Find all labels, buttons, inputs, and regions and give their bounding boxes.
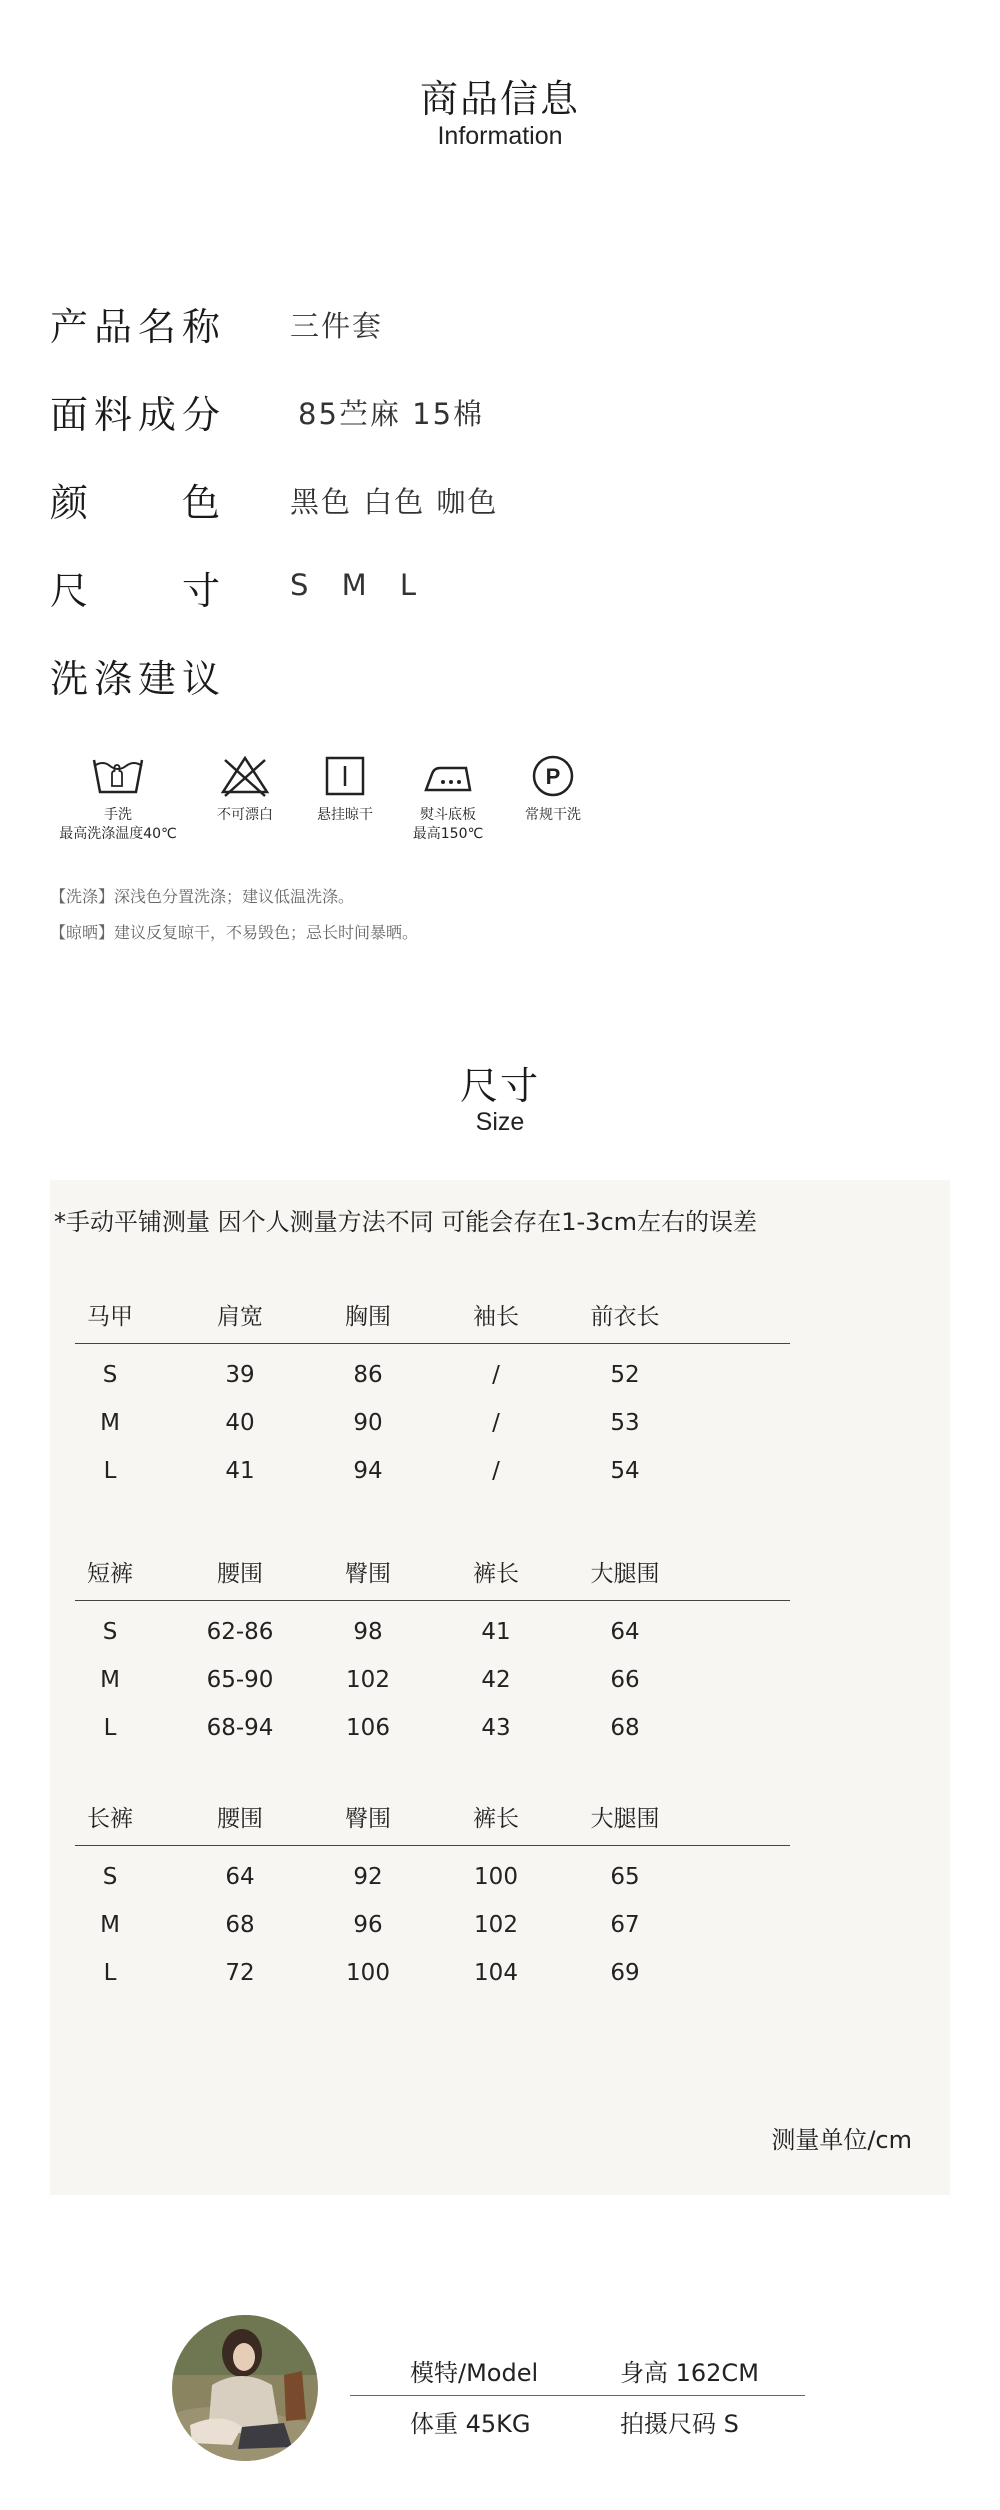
table-cell: 104 bbox=[474, 1960, 518, 1986]
care-detail: 最高150℃ bbox=[412, 826, 484, 842]
table-cell: 86 bbox=[353, 1362, 383, 1388]
care-detail: 最高洗涤温度40℃ bbox=[59, 826, 177, 842]
table-cell: 64 bbox=[610, 1619, 640, 1645]
header-cell: 腰围 bbox=[217, 1806, 263, 1832]
header-cell: 臀围 bbox=[345, 1806, 391, 1832]
care-note-dry: 【晾晒】建议反复晾干，不易毁色；忌长时间暴晒。 bbox=[50, 923, 419, 942]
hand-wash-icon bbox=[88, 752, 148, 800]
info-subtitle: Information bbox=[437, 122, 563, 150]
table-cell: 64 bbox=[225, 1864, 255, 1890]
size-panel bbox=[50, 1180, 950, 2195]
table-cell: L bbox=[103, 1960, 117, 1986]
info-row-fabric bbox=[50, 384, 950, 444]
header-cell: 裤长 bbox=[473, 1561, 519, 1587]
table-cell: 54 bbox=[610, 1458, 640, 1484]
care-label: 常规干洗 bbox=[525, 807, 581, 823]
table-cell: 96 bbox=[353, 1912, 383, 1938]
info-label: 面料成分 bbox=[50, 393, 220, 437]
header-cell: 马甲 bbox=[87, 1304, 133, 1330]
care-label: 手洗 bbox=[104, 807, 132, 823]
info-value: 三件套 bbox=[290, 309, 384, 343]
table-cell: 43 bbox=[481, 1715, 511, 1741]
table-cell: 65 bbox=[610, 1864, 640, 1890]
iron-icon bbox=[418, 752, 478, 800]
svg-text:P: P bbox=[545, 764, 561, 789]
care-note-wash: 【洗涤】深浅色分置洗涤；建议低温洗涤。 bbox=[50, 887, 355, 906]
table-cell: 102 bbox=[346, 1667, 390, 1693]
model-avatar bbox=[172, 2315, 318, 2461]
header-cell: 肩宽 bbox=[217, 1304, 263, 1330]
size-subtitle: Size bbox=[475, 1108, 525, 1136]
table-cell: 106 bbox=[346, 1715, 390, 1741]
header-cell: 袖长 bbox=[473, 1304, 519, 1330]
unit-label: 测量单位/cm bbox=[771, 2126, 912, 2154]
header-cell: 腰围 bbox=[217, 1561, 263, 1587]
table-header bbox=[75, 1790, 790, 1846]
info-row-product-name bbox=[50, 296, 950, 356]
table-cell: 100 bbox=[346, 1960, 390, 1986]
info-title: 商品信息 bbox=[419, 77, 580, 121]
table-cell: 68-94 bbox=[206, 1715, 274, 1741]
size-table-trousers bbox=[75, 1790, 790, 2000]
info-value: S M L bbox=[290, 568, 429, 602]
header-cell: 大腿围 bbox=[590, 1561, 660, 1587]
table-row bbox=[75, 1450, 790, 1498]
table-cell: 94 bbox=[353, 1458, 383, 1484]
info-label: 颜色 bbox=[50, 481, 220, 525]
care-item-dry-clean bbox=[483, 752, 623, 825]
table-cell: 39 bbox=[225, 1362, 255, 1388]
table-cell: / bbox=[492, 1362, 500, 1388]
table-row bbox=[75, 1952, 790, 2000]
info-label: 洗涤建议 bbox=[50, 657, 220, 701]
table-cell: 92 bbox=[353, 1864, 383, 1890]
table-header bbox=[75, 1545, 790, 1601]
model-size: 拍摄尺码 S bbox=[620, 2410, 739, 2438]
model-weight: 体重 45KG bbox=[410, 2410, 531, 2438]
table-row bbox=[75, 1402, 790, 1450]
table-cell: 102 bbox=[474, 1912, 518, 1938]
table-cell: 41 bbox=[225, 1458, 255, 1484]
info-value: 黑色 白色 咖色 bbox=[290, 485, 499, 519]
header-cell: 长裤 bbox=[87, 1806, 133, 1832]
model-divider bbox=[350, 2395, 805, 2396]
table-cell: 40 bbox=[225, 1410, 255, 1436]
table-cell: S bbox=[102, 1864, 118, 1890]
table-cell: 67 bbox=[610, 1912, 640, 1938]
care-label: 悬挂晾干 bbox=[317, 807, 373, 823]
table-cell: 98 bbox=[353, 1619, 383, 1645]
size-table-shorts bbox=[75, 1545, 790, 1755]
table-row bbox=[75, 1611, 790, 1659]
header-cell: 前衣长 bbox=[590, 1304, 660, 1330]
no-bleach-icon bbox=[215, 752, 275, 800]
table-cell: L bbox=[103, 1458, 117, 1484]
info-label: 产品名称 bbox=[50, 305, 220, 349]
care-label: 不可漂白 bbox=[217, 807, 273, 823]
model-photo bbox=[172, 2315, 318, 2461]
table-row bbox=[75, 1354, 790, 1402]
table-cell: 53 bbox=[610, 1410, 640, 1436]
info-value: 85苎麻 15棉 bbox=[298, 397, 485, 431]
info-row-care bbox=[50, 648, 950, 708]
table-cell: L bbox=[103, 1715, 117, 1741]
table-cell: 69 bbox=[610, 1960, 640, 1986]
table-cell: 66 bbox=[610, 1667, 640, 1693]
table-row bbox=[75, 1856, 790, 1904]
table-cell: / bbox=[492, 1410, 500, 1436]
table-cell: 52 bbox=[610, 1362, 640, 1388]
table-row bbox=[75, 1904, 790, 1952]
table-row bbox=[75, 1707, 790, 1755]
header-cell: 裤长 bbox=[473, 1806, 519, 1832]
care-item-hand-wash bbox=[48, 752, 188, 844]
table-cell: 62-86 bbox=[206, 1619, 274, 1645]
size-title: 尺寸 bbox=[459, 1064, 540, 1108]
info-label: 尺寸 bbox=[50, 569, 220, 613]
header-cell: 胸围 bbox=[345, 1304, 391, 1330]
table-cell: 41 bbox=[481, 1619, 511, 1645]
info-row-color bbox=[50, 472, 950, 532]
table-cell: 68 bbox=[610, 1715, 640, 1741]
care-label: 熨斗底板 bbox=[420, 807, 476, 823]
table-header bbox=[75, 1288, 790, 1344]
table-cell: S bbox=[102, 1619, 118, 1645]
table-cell: M bbox=[100, 1667, 120, 1693]
line-dry-icon bbox=[315, 752, 375, 800]
table-cell: M bbox=[100, 1912, 120, 1938]
table-cell: 72 bbox=[225, 1960, 255, 1986]
model-height: 身高 162CM bbox=[620, 2359, 759, 2387]
header-cell: 臀围 bbox=[345, 1561, 391, 1587]
header-cell: 短裤 bbox=[87, 1561, 133, 1587]
table-cell: 68 bbox=[225, 1912, 255, 1938]
table-cell: 65-90 bbox=[206, 1667, 274, 1693]
size-table-vest bbox=[75, 1288, 790, 1498]
table-row bbox=[75, 1659, 790, 1707]
table-cell: 90 bbox=[353, 1410, 383, 1436]
table-cell: 42 bbox=[481, 1667, 511, 1693]
header-cell: 大腿围 bbox=[590, 1806, 660, 1832]
table-cell: S bbox=[102, 1362, 118, 1388]
table-cell: / bbox=[492, 1458, 500, 1484]
dry-clean-icon bbox=[523, 752, 583, 800]
table-cell: M bbox=[100, 1410, 120, 1436]
model-name: 模特/Model bbox=[410, 2359, 539, 2387]
measure-note: *手动平铺测量 因个人测量方法不同 可能会存在1-3cm左右的误差 bbox=[54, 1208, 758, 1236]
info-row-size bbox=[50, 560, 950, 620]
table-cell: 100 bbox=[474, 1864, 518, 1890]
